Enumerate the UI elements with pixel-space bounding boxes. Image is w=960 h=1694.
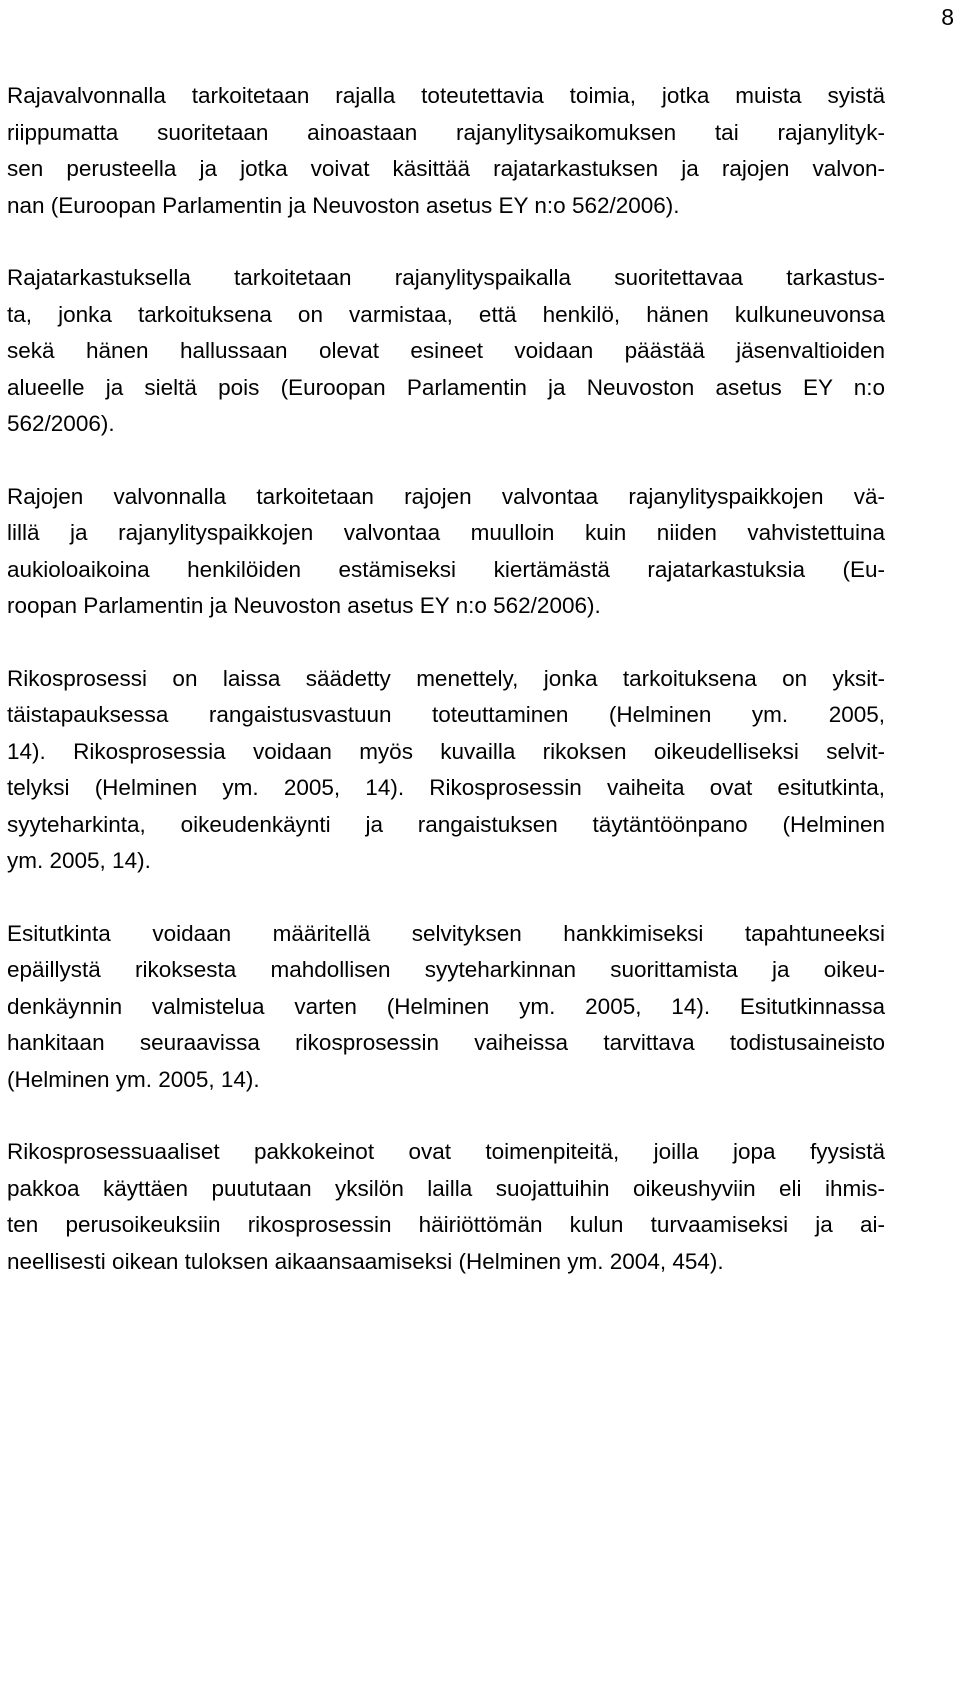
paragraph-line: Rikosprosessuaaliset pakkokeinot ovat toimenpiteitä, joilla jopa fyysistä <box>7 1139 885 1164</box>
paragraph-rajojen-valvonta <box>7 479 885 625</box>
paragraph-line: syyteharkinta, oikeudenkäynti ja rangaistuksen täytäntöönpano (Helminen <box>7 811 885 837</box>
paragraph-line: roopan Parlamentin ja Neuvoston asetus EY n:o 562/2006). <box>7 593 601 618</box>
paragraph-line: Rajavalvonnalla tarkoitetaan rajalla toteutettavia toimia, jotka muista syistä <box>7 83 885 108</box>
paragraph-esitutkinta <box>7 916 885 1099</box>
paragraph-line: nan (Euroopan Parlamentin ja Neuvoston asetus EY n:o 562/2006). <box>7 192 680 218</box>
paragraph-line: alueelle ja sieltä pois (Euroopan Parlamentin ja Neuvoston asetus EY n:o <box>7 374 885 400</box>
paragraph-line: sekä hänen hallussaan olevat esineet voidaan päästää jäsenvaltioiden <box>7 338 885 363</box>
paragraph-line: pakkoa käyttäen puututaan yksilön lailla suojattuihin oikeushyviin eli ihmis- <box>7 1175 885 1201</box>
paragraph-line: (Helminen ym. 2005, 14). <box>7 1066 260 1092</box>
paragraph-line: 562/2006). <box>7 411 115 436</box>
paragraph-line: Rikosprosessi on laissa säädetty menettely, jonka tarkoituksena on yksit- <box>7 665 885 691</box>
paragraph-line: ta, jonka tarkoituksena on varmistaa, että henkilö, hänen kulkuneuvonsa <box>7 301 885 327</box>
paragraph-rajavalvonta <box>7 78 885 224</box>
paragraph-line: telyksi (Helminen ym. 2005, 14). Rikosprosessin vaiheita ovat esitutkinta, <box>7 775 885 800</box>
paragraph-line: epäillystä rikoksesta mahdollisen syyteharkinnan suorittamista ja oikeu- <box>7 957 885 982</box>
paragraph-line: denkäynnin valmistelua varten (Helminen ym. 2005, 14). Esitutkinnassa <box>7 993 885 1019</box>
document-body <box>7 78 885 1316</box>
paragraph-line: Rajojen valvonnalla tarkoitetaan rajojen valvontaa rajanylityspaikkojen vä- <box>7 483 885 509</box>
paragraph-pakkokeinot <box>7 1134 885 1280</box>
paragraph-line: sen perusteella ja jotka voivat käsittää rajatarkastuksen ja rajojen valvon- <box>7 156 885 181</box>
paragraph-line: ym. 2005, 14). <box>7 848 151 873</box>
paragraph-line: Rajatarkastuksella tarkoitetaan rajanylityspaikalla suoritettavaa tarkastus- <box>7 265 885 290</box>
paragraph-line: lillä ja rajanylityspaikkojen valvontaa muulloin kuin niiden vahvistettuina <box>7 520 885 545</box>
paragraph-line: täistapauksessa rangaistusvastuun toteuttaminen (Helminen ym. 2005, <box>7 702 885 727</box>
paragraph-line: Esitutkinta voidaan määritellä selvityksen hankkimiseksi tapahtuneeksi <box>7 920 885 946</box>
paragraph-line: aukioloaikoina henkilöiden estämiseksi kiertämästä rajatarkastuksia (Eu- <box>7 556 885 582</box>
paragraph-line: 14). Rikosprosessia voidaan myös kuvailla rikoksen oikeudelliseksi selvit- <box>7 738 885 764</box>
paragraph-rikosprosessi <box>7 661 885 880</box>
paragraph-line: hankitaan seuraavissa rikosprosessin vaiheissa tarvittava todistusaineisto <box>7 1030 885 1055</box>
paragraph-line: ten perusoikeuksiin rikosprosessin häiriöttömän kulun turvaamiseksi ja ai- <box>7 1212 885 1237</box>
paragraph-line: riippumatta suoritetaan ainoastaan rajanylitysaikomuksen tai rajanylityk- <box>7 119 885 145</box>
page-number: 8 <box>941 4 954 30</box>
paragraph-rajatarkastus <box>7 260 885 443</box>
paragraph-line: neellisesti oikean tuloksen aikaansaamiseksi (Helminen ym. 2004, 454). <box>7 1248 724 1274</box>
